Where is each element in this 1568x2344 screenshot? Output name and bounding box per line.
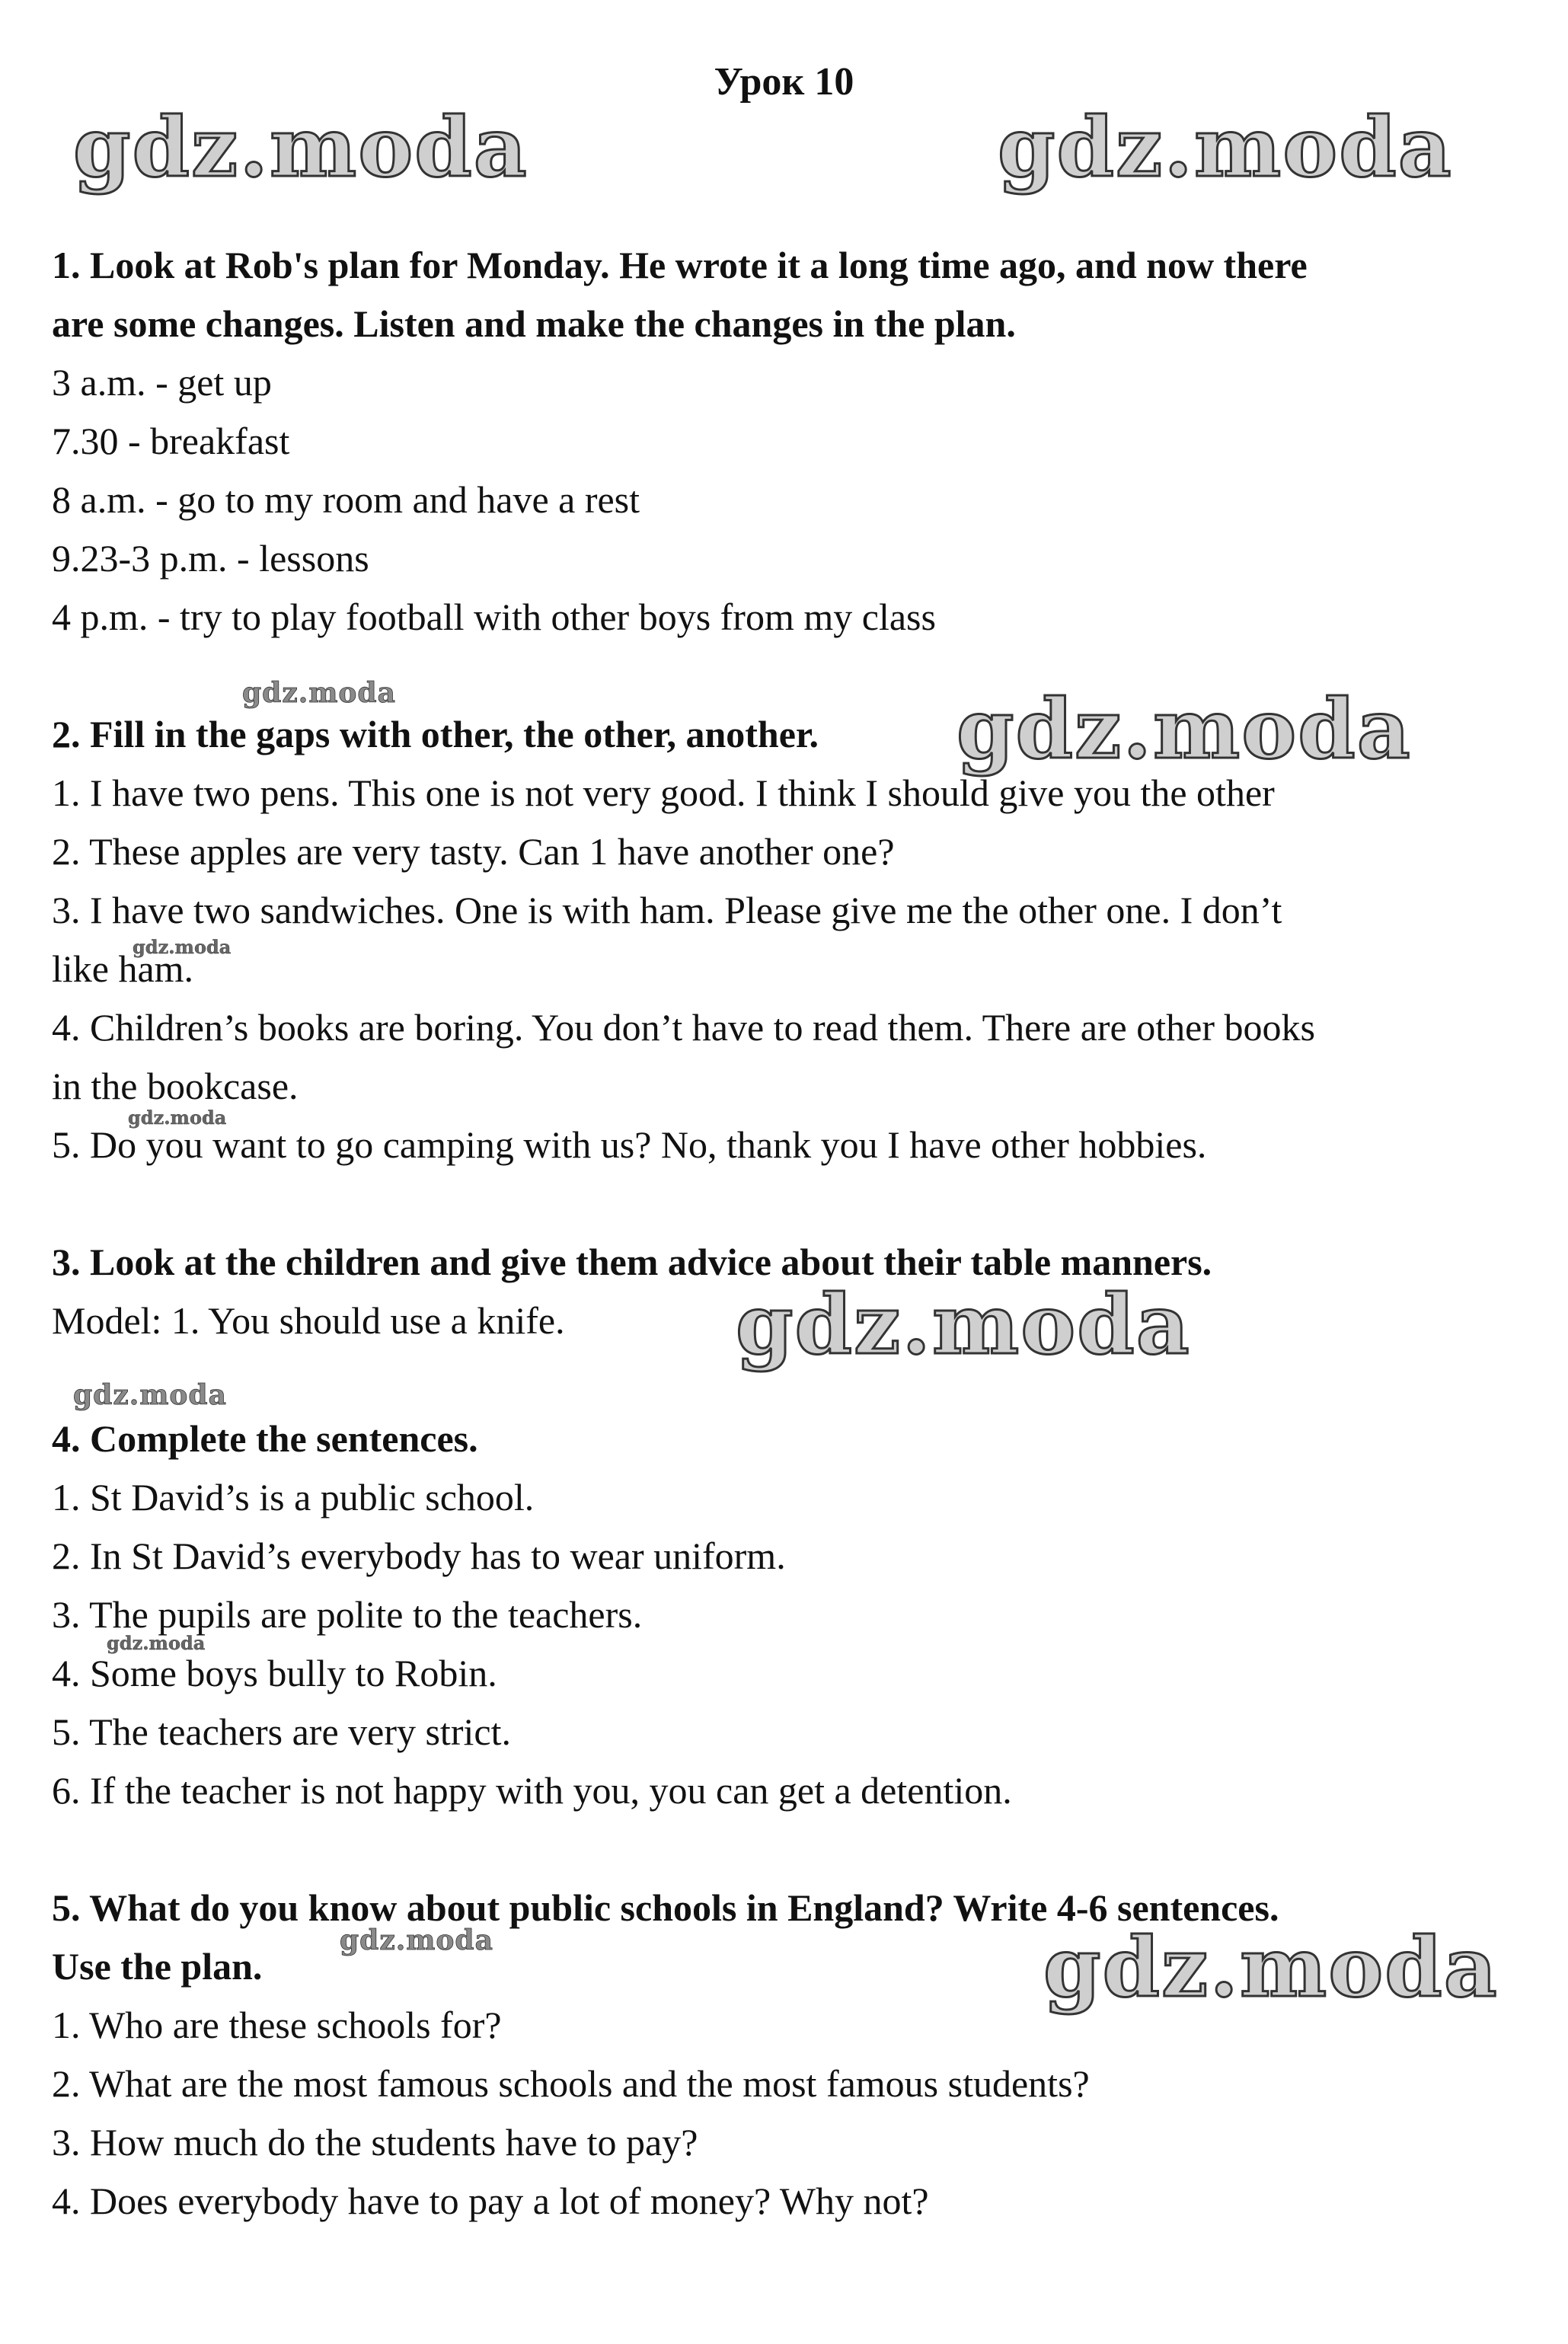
- section-1-item: 7.30 - breakfast: [52, 420, 290, 462]
- section-4-item: 5. The teachers are very strict.: [52, 1710, 511, 1753]
- section-3-item: Model: 1. You should use a knife.: [52, 1299, 565, 1342]
- section-4-item: 3. The pupils are polite to the teachers.: [52, 1593, 643, 1636]
- section-2-item: 2. These apples are very tasty. Can 1 have another one?: [52, 830, 895, 873]
- section-5-heading-line-2: Use the plan.: [52, 1945, 263, 1988]
- section-4-heading: 4. Complete the sentences.: [52, 1417, 478, 1460]
- watermark: gdz.moda: [128, 1107, 227, 1129]
- section-1-heading-line-1: 1. Look at Rob's plan for Monday. He wrote it a long time ago, and now there: [52, 244, 1308, 286]
- section-2-heading: 2. Fill in the gaps with other, the other, another.: [52, 713, 819, 755]
- section-2-item: 5. Do you want to go camping with us? No, thank you I have other hobbies.: [52, 1123, 1207, 1166]
- watermark: gdz.moda: [998, 100, 1453, 196]
- watermark: gdz.moda: [242, 677, 396, 709]
- section-4-item: 4. Some boys bully to Robin.: [52, 1652, 497, 1694]
- section-2-item: 4. Children’s books are boring. You don’t have to read them. There are other books: [52, 1006, 1315, 1049]
- section-4-item: 2. In St David’s everybody has to wear uniform.: [52, 1534, 786, 1577]
- section-5-item: 3. How much do the students have to pay?: [52, 2121, 698, 2164]
- section-2-item: 1. I have two pens. This one is not very good. I think I should give you the other: [52, 771, 1275, 814]
- section-5-heading-line-1: 5. What do you know about public schools in England? Write 4-6 sentences.: [52, 1886, 1279, 1929]
- watermark: gdz.moda: [73, 100, 529, 196]
- watermark: gdz.moda: [736, 1277, 1191, 1373]
- watermark: gdz.moda: [107, 1632, 206, 1654]
- watermark: gdz.moda: [956, 682, 1412, 778]
- section-4-item: 6. If the teacher is not happy with you, you can get a detention.: [52, 1769, 1012, 1812]
- section-2-item: in the bookcase.: [52, 1065, 299, 1107]
- section-3-heading: 3. Look at the children and give them advice about their table manners.: [52, 1241, 1212, 1283]
- section-1-heading-line-2: are some changes. Listen and make the changes in the plan.: [52, 302, 1016, 345]
- section-2-item: 3. I have two sandwiches. One is with ham. Please give me the other one. I don’t: [52, 889, 1282, 931]
- section-5-item: 2. What are the most famous schools and the most famous students?: [52, 2062, 1090, 2105]
- watermark: gdz.moda: [133, 936, 232, 958]
- page-title: Урок 10: [714, 60, 854, 104]
- section-1-item: 3 a.m. - get up: [52, 361, 272, 404]
- section-1-item: 4 p.m. - try to play football with other boys from my class: [52, 596, 936, 638]
- section-5-item: 4. Does everybody have to pay a lot of money? Why not?: [52, 2180, 929, 2222]
- watermark: gdz.moda: [73, 1379, 227, 1411]
- section-1-item: 9.23-3 p.m. - lessons: [52, 537, 369, 580]
- section-1-item: 8 a.m. - go to my room and have a rest: [52, 478, 640, 521]
- watermark: gdz.moda: [340, 1924, 493, 1956]
- section-2-item: like ham.: [52, 947, 194, 990]
- section-4-item: 1. St David’s is a public school.: [52, 1476, 535, 1518]
- section-5-item: 1. Who are these schools for?: [52, 2004, 502, 2046]
- watermark: gdz.moda: [1043, 1920, 1499, 2016]
